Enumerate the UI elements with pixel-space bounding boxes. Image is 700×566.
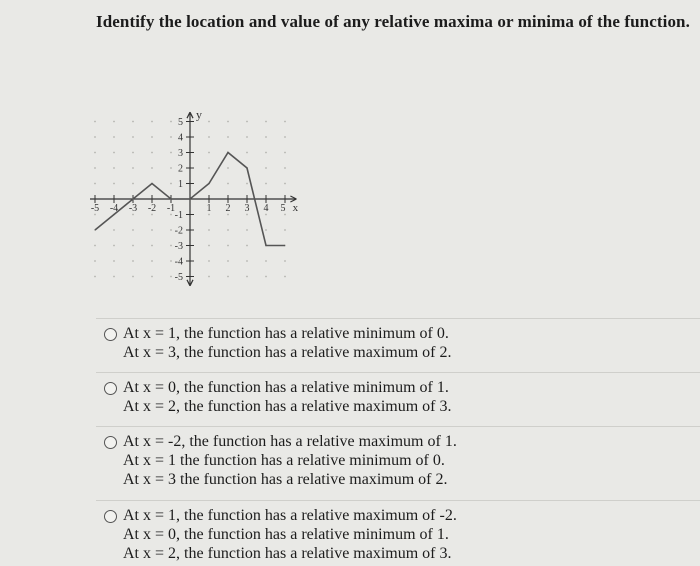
grid-dot [94,276,96,278]
x-tick-label: 2 [225,203,231,214]
grid-dot [132,121,134,123]
divider [96,500,700,501]
grid-dot [94,183,96,185]
grid-dot [208,229,210,231]
grid-dot [227,121,229,123]
grid-dot [284,121,286,123]
x-tick-label: -5 [90,203,100,214]
grid-dot [284,167,286,169]
function-graph [90,78,320,298]
radio-button[interactable] [104,382,117,395]
y-tick-label: 4 [178,132,183,144]
grid-dot [284,152,286,154]
grid-dot [94,245,96,247]
grid-dot [170,121,172,123]
grid-dot [151,229,153,231]
option-c-line-3: At x = 3 the function has a relative maximum of 2. [123,471,448,488]
grid-dot [227,167,229,169]
grid-dot [132,245,134,247]
grid-dot [170,152,172,154]
grid-dot [170,229,172,231]
y-tick-label: -4 [174,256,183,268]
divider [96,318,700,319]
option-c-line-2: At x = 1 the function has a relative minimum of 0. [123,452,445,469]
grid-dot [113,245,115,247]
grid-dot [265,260,267,262]
answer-option-c[interactable] [104,432,457,489]
y-tick-label: -2 [174,225,183,237]
grid-dot [227,276,229,278]
x-tick-label: -4 [109,203,119,214]
grid-dot [227,183,229,185]
grid-dot [265,276,267,278]
y-tick-label: 1 [178,179,183,190]
grid-dot [132,136,134,138]
y-tick-label: -3 [174,241,183,252]
y-tick-label: 3 [178,148,183,159]
answer-option-d[interactable] [104,506,457,563]
y-axis-label: y [196,107,202,122]
answer-option-a[interactable] [104,324,452,362]
x-tick-label: 4 [263,203,269,214]
grid-dot [151,245,153,247]
grid-dot [284,136,286,138]
grid-dot [151,121,153,123]
grid-dot [113,229,115,231]
grid-dot [132,276,134,278]
grid-dot [246,229,248,231]
grid-dot [170,260,172,262]
x-tick-label: -1 [166,203,176,214]
grid-dot [227,136,229,138]
divider [96,426,700,427]
grid-dot [132,229,134,231]
grid-dot [208,260,210,262]
grid-dot [113,260,115,262]
y-tick-label: -1 [174,210,183,221]
x-tick-label: -2 [147,203,157,214]
x-tick-label: 5 [280,203,286,214]
y-tick-label: 2 [178,163,183,175]
grid-dot [170,245,172,247]
grid-dot [132,167,134,169]
grid-dot [170,276,172,278]
grid-dot [284,276,286,278]
x-axis-label: x [292,202,299,214]
grid-dot [170,136,172,138]
option-b-line-1: At x = 0, the function has a relative minimum of 1. [123,379,449,396]
option-d-line-3: At x = 2, the function has a relative maximum of 3. [123,545,452,562]
grid-dot [265,183,267,185]
radio-button[interactable] [104,436,117,449]
grid-dot [227,260,229,262]
radio-button[interactable] [104,328,117,341]
grid-dot [132,183,134,185]
grid-dot [151,152,153,154]
x-tick-label: 3 [244,203,250,214]
grid-dot [208,152,210,154]
option-a-line-2: At x = 3, the function has a relative maximum of 2. [123,344,452,361]
grid-dot [284,229,286,231]
grid-dot [246,276,248,278]
grid-dot [151,136,153,138]
option-c-line-1: At x = -2, the function has a relative maximum of 1. [123,433,457,450]
grid-dot [151,260,153,262]
grid-dot [132,152,134,154]
grid-dot [113,152,115,154]
grid-dot [246,152,248,154]
grid-dot [208,245,210,247]
grid-dot [208,121,210,123]
grid-dot [208,136,210,138]
option-d-line-1: At x = 1, the function has a relative maximum of -2. [123,507,457,524]
grid-dot [94,260,96,262]
question-text: Identify the location and value of any relative maxima or minima of the function. [96,12,690,31]
grid-dot [94,121,96,123]
grid-dot [284,183,286,185]
grid-dot [227,229,229,231]
grid-dot [113,136,115,138]
grid-dot [208,276,210,278]
option-b-line-2: At x = 2, the function has a relative maximum of 3. [123,398,452,415]
grid-dot [265,229,267,231]
x-tick-label: -3 [128,203,138,214]
grid-dot [284,260,286,262]
grid-dot [208,167,210,169]
grid-dot [113,121,115,123]
grid-dot [265,136,267,138]
grid-dot [170,167,172,169]
radio-button[interactable] [104,510,117,523]
grid-dot [246,245,248,247]
grid-dot [113,183,115,185]
grid-dot [246,183,248,185]
grid-dot [113,276,115,278]
grid-dot [94,136,96,138]
grid-dot [246,260,248,262]
grid-dot [265,167,267,169]
grid-dot [94,152,96,154]
grid-dot [246,121,248,123]
grid-dot [246,136,248,138]
grid-dot [227,245,229,247]
divider [96,372,700,373]
function-graph-svg [90,78,320,298]
grid-dot [151,276,153,278]
grid-dot [170,183,172,185]
grid-dot [265,121,267,123]
option-a-line-1: At x = 1, the function has a relative minimum of 0. [123,325,449,342]
y-tick-label: -5 [174,272,183,283]
answer-option-b[interactable] [104,378,452,416]
y-tick-label: 5 [178,117,183,128]
grid-dot [265,152,267,154]
grid-dot [113,167,115,169]
x-tick-label: 1 [206,203,212,214]
grid-dot [94,167,96,169]
option-d-line-2: At x = 0, the function has a relative minimum of 1. [123,526,449,543]
grid-dot [151,167,153,169]
grid-dot [132,260,134,262]
